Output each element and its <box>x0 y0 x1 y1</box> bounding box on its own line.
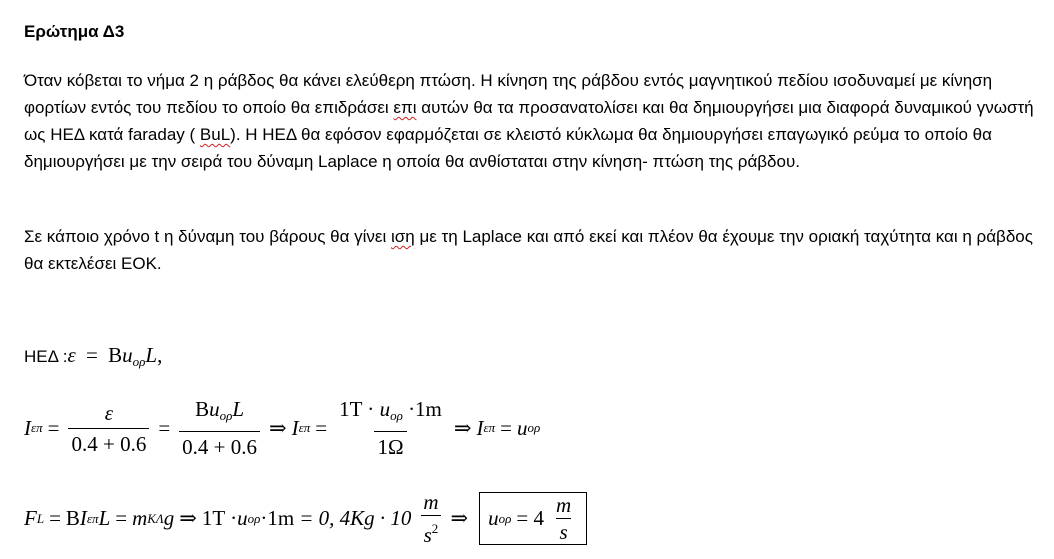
i-symbol: I <box>24 415 31 440</box>
fraction-numerator <box>192 397 247 431</box>
equals-sign: = <box>86 343 98 367</box>
result-box <box>479 492 587 545</box>
fraction-denominator: 0.4 + 0.6 <box>179 431 260 459</box>
fraction-numerator: m <box>556 493 572 517</box>
l-symbol: L <box>145 343 158 367</box>
b-symbol: B <box>108 343 123 367</box>
i-symbol: I <box>291 415 299 440</box>
paragraph2-text-b: με τη Laplace και από εκεί και πλέον θα έχουμε την οριακή ταχύτητα και η ράβδος θα εκτελέσει ΕΟΚ. <box>24 227 1033 273</box>
paragraph1-text-c: ). Η ΗΕΔ θα εφόσον εφαρμόζεται σε κλειστό κύκλωμα θα δημιουργήσει επαγωγικό ρεύμα το οποίο θα δημιουργήσει με την σειρά του δύναμη Laplace η οποία θα ανθίσταται στην κίνηση- πτώση της ράβδου. <box>24 125 992 171</box>
fraction-numerator <box>336 397 445 431</box>
u-symbol: u <box>209 397 220 421</box>
spellcheck-word-bul: BuL <box>199 125 231 144</box>
subscript-or: ορ <box>132 354 146 369</box>
subscript-or: ορ <box>527 420 541 435</box>
fraction-denominator: 1Ω <box>374 431 406 459</box>
fraction-emf-resistance <box>68 401 149 456</box>
u-symbol: u <box>488 506 499 530</box>
fraction-acceleration-unit <box>420 492 441 545</box>
subscript-ep: επ <box>31 420 43 435</box>
emf-label: ΗΕΔ : <box>24 347 68 366</box>
paragraph1-text-b: αυτών θα τα προσανατολίσει και θα δημιουργήσει μια διαφορά δυναμικού γνωστή ως ΗΕΔ κατά faraday ( <box>24 98 1034 144</box>
mass-gravity-value: = 0, 4Kg · 10 <box>299 506 412 530</box>
question-heading: Ερώτημα Δ3 <box>24 22 125 41</box>
fraction-denominator: 0.4 + 0.6 <box>68 428 149 456</box>
s-symbol: s <box>423 523 432 547</box>
result-value: = 4 <box>516 506 544 530</box>
subscript-l: L <box>36 510 45 526</box>
spellcheck-word-isi: ιση <box>391 227 415 246</box>
b-symbol: B <box>65 506 80 530</box>
i-symbol: I <box>476 415 484 440</box>
fraction-numerator: m <box>423 490 439 514</box>
implies-arrow: ⇒ <box>179 506 197 530</box>
comma: , <box>157 343 163 367</box>
equals-sign: = <box>49 506 61 530</box>
tesla-value: 1T · <box>339 397 380 421</box>
equation-emf <box>24 343 162 370</box>
equals-sign: = <box>500 415 512 440</box>
u-symbol: u <box>122 343 133 367</box>
fraction-denominator: s <box>556 518 570 542</box>
b-symbol: B <box>195 397 210 421</box>
l-symbol: L <box>232 397 245 421</box>
implies-arrow: ⇒ <box>450 506 469 530</box>
paragraph1-text-a: Όταν κόβεται το νήμα 2 η ράβδος θα κάνει ελεύθερη πτώση. Η κίνηση της ράβδου εντός μαγνητικού πεδίου ισοδυναμεί με κίνηση φορτίων εντός του πεδίου το οποίο θα επιδράσει <box>24 71 993 117</box>
subscript-or: ορ <box>219 408 233 423</box>
length-value: ·1m <box>402 397 442 421</box>
paragraph-explanation <box>24 67 1039 175</box>
epsilon-symbol: ε <box>67 343 76 367</box>
subscript-or: ορ <box>498 510 512 526</box>
fraction-numerator: ε <box>104 400 114 425</box>
equals-sign: = <box>158 415 171 440</box>
subscript-ep: επ <box>298 420 311 435</box>
fraction-velocity-unit <box>553 495 574 542</box>
implies-arrow: ⇒ <box>453 415 472 440</box>
emf-formula <box>67 343 162 370</box>
spellcheck-word-epi: επι <box>393 98 417 117</box>
equation-induced-current <box>24 397 540 459</box>
subscript-ep: επ <box>483 420 496 435</box>
subscript-kl: ΚΛ <box>147 510 164 526</box>
equals-sign: = <box>315 415 328 440</box>
fraction-numeric <box>336 397 445 459</box>
equals-sign: = <box>115 506 128 530</box>
subscript-or: ορ <box>247 510 261 526</box>
subscript-ep: επ <box>86 510 99 526</box>
paragraph-terminal-velocity <box>24 223 1039 277</box>
m-symbol: m <box>132 506 148 530</box>
u-symbol: u <box>516 415 528 440</box>
u-symbol: u <box>237 506 248 530</box>
l-symbol: L <box>98 506 111 530</box>
f-symbol: F <box>24 506 37 530</box>
fraction-denominator <box>421 515 442 545</box>
subscript-or: ορ <box>390 408 403 423</box>
equals-sign: = <box>47 415 60 440</box>
u-symbol: u <box>379 397 391 421</box>
tesla-value: 1T · <box>201 506 238 530</box>
fraction-bul-resistance <box>179 397 260 459</box>
superscript-two: 2 <box>431 521 439 536</box>
equation-force-balance <box>24 492 587 545</box>
paragraph2-text-a: Σε κάποιο χρόνο t η δύναμη του βάρους θα γίνει <box>24 227 391 246</box>
implies-arrow: ⇒ <box>269 415 287 440</box>
length-value: ·1m <box>260 506 295 530</box>
i-symbol: I <box>79 506 87 530</box>
g-symbol: g <box>163 506 175 530</box>
